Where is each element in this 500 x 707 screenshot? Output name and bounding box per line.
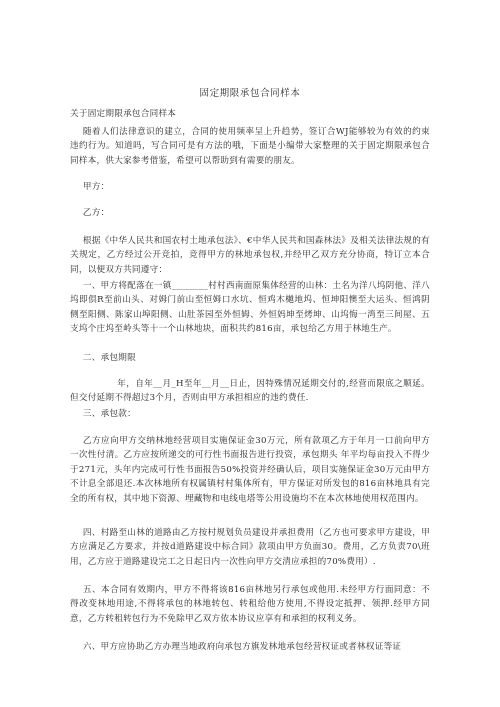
clause-6-paragraph: 六、甲方应协助乙方办理当地政府向承包方旗发林地承包经营权证或者林权证等证	[82, 642, 402, 652]
document-subtitle: 关于固定期限承包合同样本	[70, 109, 177, 119]
clause-1-paragraph: 一、甲方将配落在一镇________村村西南面原集体经营的山林：土名为洋八坞阴他、洋八坞即倶R至前山头、对姆门前山至恒姆口水坑、恒鸡木樾地坞、恒坤阳懊至大运头、恒鸿阴侧至阳侧、陈家山埠阳侧、山肚茶园至外恒姆、外恒妈坤至烤坤、山坞悔一湾至三间屋、五支坞个庄坞至岭头等十一个山林地块，面积共约816亩，承包给乙方用于林地生产。	[70, 281, 430, 335]
clause-3-paragraph: 乙方应向甲方交纳林地经营项目实施保证金30万元，所有款项乙方于年月一口前向甲方一次性付清。乙方应按所递交的可行性书面报告进行投资，承包期头 年平均每亩投入不得少于271元，头年内完成可行性书面报告50%投资并经确认后，项目实施保证金30万元由甲方不计息全部退还.本次林地所有权属镇村村集体所有，甲方保证对所发包的816亩林地具有完全的所有权，其中地下资源、埋藏物和电线电塔等公用设施均不在本次林地使用权范围内。	[70, 436, 430, 504]
document-title: 固定期限承包合同样本	[199, 88, 301, 99]
clause-4-paragraph: 四、村路至山林的道路由乙方按村规划负员建设并承担费用（乙方也可要求甲方建设，甲方应满足乙方要求，并按d道路建设中标合同》款项由甲方负面30。费用，乙方负责70\班用，乙方应于道路建设完工之日起日内一次性向甲方交清应承担的70%费用）.	[70, 528, 430, 567]
clause-5-paragraph: 五、本合同有效期内，甲方不得将该816亩林地另行承包或他用.未经甲方行面同意：不得改变林地用途,不得将承包的林地转包、转租给他方使用,不得设定抵押、领押.经甲方同意，乙方转租转包行为不免除甲乙双方依本协议应享有和承担的权利义务。	[70, 585, 430, 624]
basis-paragraph: 根据《中华人民共和国农村土地承包法》、€中华人民共和国森林法》及相关法律法规的有关规定，乙方经过公开竞拍，竞得甲方的林地承包权,并经甲乙双方充分协商，特订立本合同，以便双方共同遵守：	[70, 236, 430, 275]
clause-3-heading: 三、承包款：	[82, 409, 136, 419]
intro-paragraph: 随着人们法律意识的建立，合同的使用频率呈上升趋势，签订合WJ能够较为有效的约束违约行为。知道吗，写合同可是有方法的哦，下面是小编带大家整理的关于固定期限承包合同样本，供大家参考借鉴，希望可以帮助到有需要的朋友。	[70, 127, 430, 166]
party-b-label: 乙方：	[82, 208, 110, 218]
document-page	[70, 0, 430, 707]
party-a-label: 甲方：	[82, 182, 110, 192]
clause-2-paragraph: 年，自年__月_H至年__月__日止，因特殊情况延期交付的,经营而限底之顺延。但交付延期不得超过3个月，否则由甲方承担相应的违约费任.	[70, 379, 430, 404]
clause-2-heading: 二、承包期限	[82, 353, 136, 363]
